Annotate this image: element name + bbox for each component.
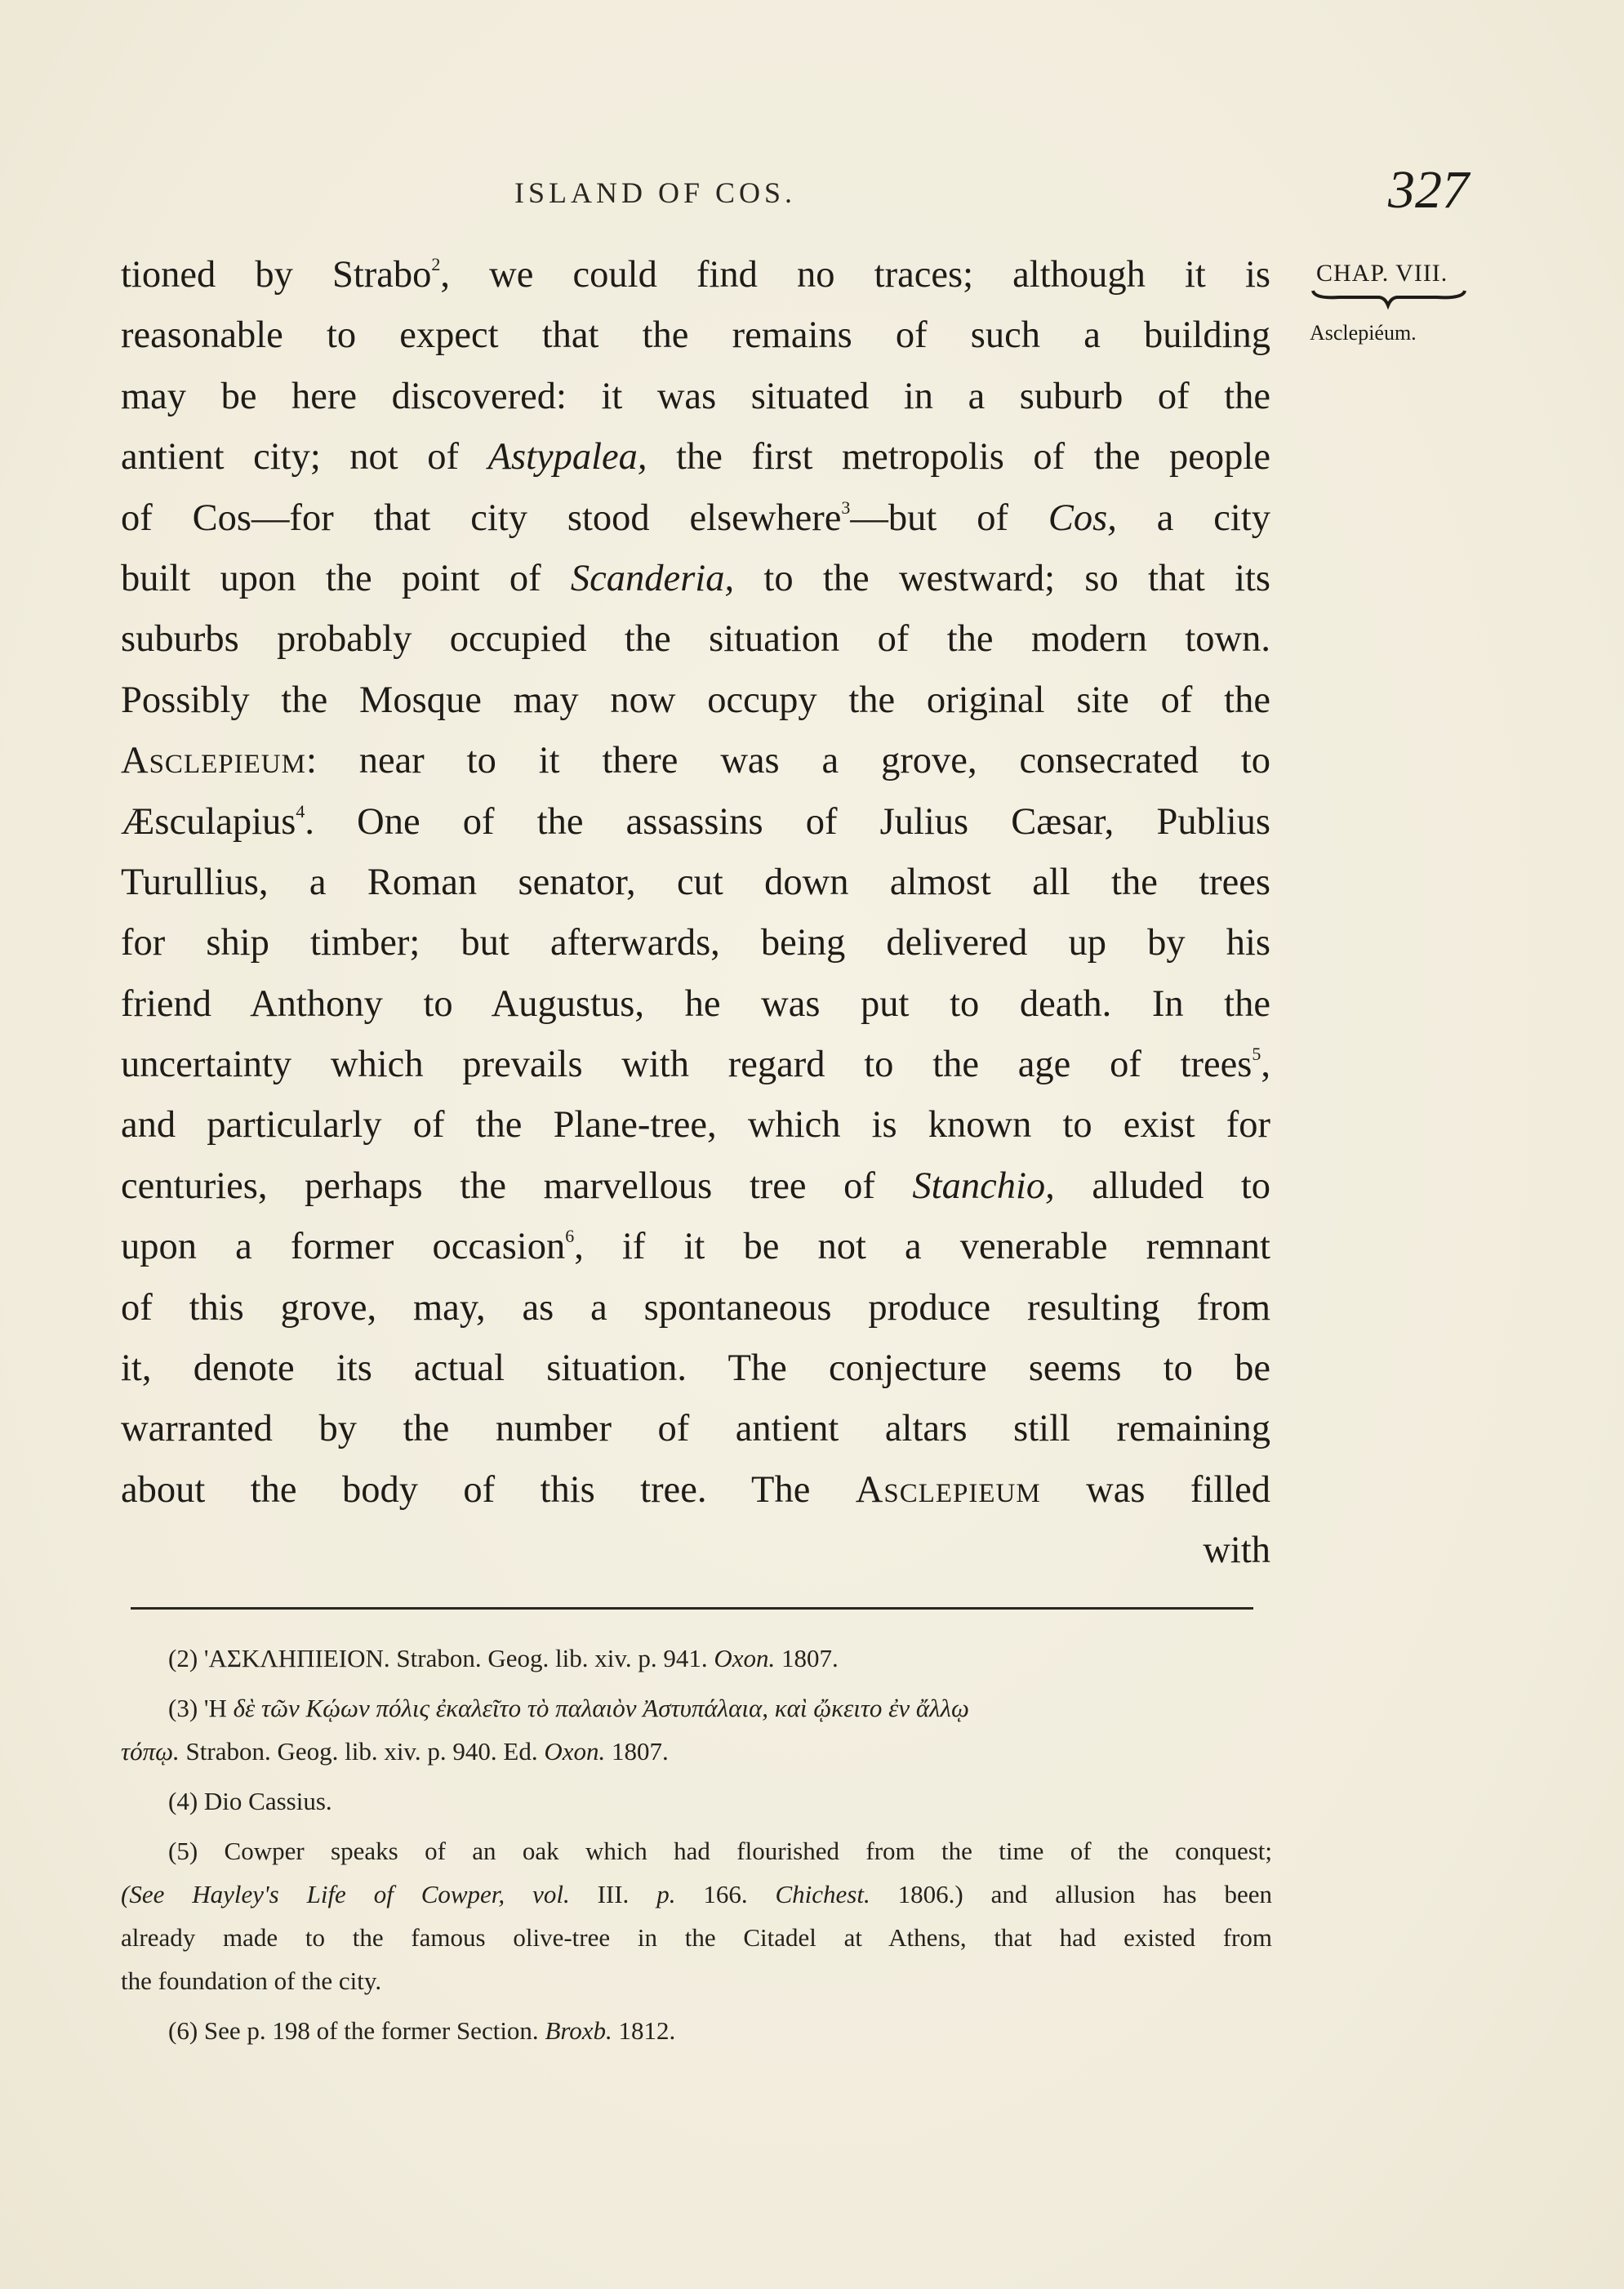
text-line: centuries, perhaps the marvellous tree of Stanchio, alluded to — [121, 1165, 1270, 1207]
text-line: may be here discovered: it was situated in a suburb of the — [121, 375, 1270, 417]
text-line: suburbs probably occupied the situation of the modern town. — [121, 618, 1270, 661]
text-line: of this grove, may, as a spontaneous produce resulting from — [121, 1286, 1270, 1329]
text-line: antient city; not of Astypalea, the first metropolis of the people — [121, 436, 1270, 479]
footnotes — [121, 1637, 1272, 2052]
footnote-ref: 5 — [1252, 1044, 1261, 1065]
footnote-3-cont: τόπῳ. Strabon. Geog. lib. xiv. p. 940. Ed. Oxon. 1807. — [121, 1737, 669, 1766]
footnote-4: (4) Dio Cassius. — [168, 1787, 332, 1815]
text-line: Possibly the Mosque may now occupy the original site of the — [121, 679, 1270, 721]
body-text — [121, 245, 1270, 1582]
footnote-5: (5) Cowper speaks of an oak which had flourished from the time of the conquest; — [168, 1837, 1272, 1865]
text-line: of Cos—for that city stood elsewhere$^3$—but of Cos, a city — [121, 497, 1271, 539]
footnote-2: (2) 'ΑΣΚΛΗΠΙΕΙΟΝ. Strabon. Geog. lib. xiv. p. 941. Oxon. 1807. — [168, 1644, 839, 1672]
text-line: warranted by the number of antient altars still remaining — [121, 1408, 1270, 1450]
text-line: for ship timber; but afterwards, being delivered up by his — [121, 922, 1270, 964]
text-line: tioned by Strabo$^2$, we could find no traces; although it is — [121, 254, 1270, 296]
footnote-3: (3) 'Η δὲ τῶν Κῴων πόλις ἐκαλεῖτο τὸ παλαιὸν Ἀστυπάλαια, καὶ ᾤκειτο ἐν ἄλλῳ — [168, 1694, 969, 1722]
text-line: upon a former occasion$^6$, if it be not a venerable remnant — [121, 1226, 1270, 1268]
text-line: it, denote its actual situation. The conjecture seems to be — [121, 1347, 1270, 1390]
footnote-5-cont: already made to the famous olive-tree in the Citadel at Athens, that had existed from — [121, 1923, 1272, 1952]
text-line: Turullius, a Roman senator, cut down almost all the trees — [121, 861, 1270, 903]
footnote-5-cont: the foundation of the city. — [121, 1966, 382, 1995]
text-line: uncertainty which prevails with regard to the age of trees$^5$, — [121, 1044, 1270, 1086]
catchword: with — [1203, 1530, 1270, 1572]
text-line: Asclepieum: near to it there was a grove, consecrated to — [121, 740, 1270, 782]
footnote-ref: 3 — [841, 497, 851, 518]
running-title: ISLAND OF COS. — [514, 176, 797, 209]
margin-sidenote: Asclepiéum. — [1310, 321, 1417, 345]
brace-ornament — [1306, 287, 1470, 312]
footnote-ref: 2 — [431, 254, 441, 274]
footnote-5-cont: (See Hayley's Life of Cowper, vol. III. p. 166. Chichest. 1806.) and allusion has been — [121, 1880, 1273, 1908]
page-number: 327 — [1388, 160, 1469, 220]
text-line: built upon the point of Scanderia, to the westward; so that its — [121, 557, 1271, 599]
footnote-6: (6) See p. 198 of the former Section. Broxb. 1812. — [168, 2016, 676, 2045]
footnote-ref: 6 — [565, 1226, 575, 1247]
text-line: Æsculapius$^4$. One of the assassins of Julius Cæsar, Publius — [121, 800, 1270, 843]
text-line: about the body of this tree. The Asclepieum was filled — [121, 1468, 1270, 1511]
chapter-marker: CHAP. VIII. — [1316, 260, 1448, 287]
text-line: friend Anthony to Augustus, he was put to death. In the — [121, 982, 1270, 1025]
footnote-divider — [131, 1607, 1253, 1610]
footnote-ref: 4 — [296, 800, 305, 822]
text-line: reasonable to expect that the remains of such a building — [121, 314, 1270, 357]
text-line: and particularly of the Plane-tree, which is known to exist for — [121, 1104, 1270, 1147]
